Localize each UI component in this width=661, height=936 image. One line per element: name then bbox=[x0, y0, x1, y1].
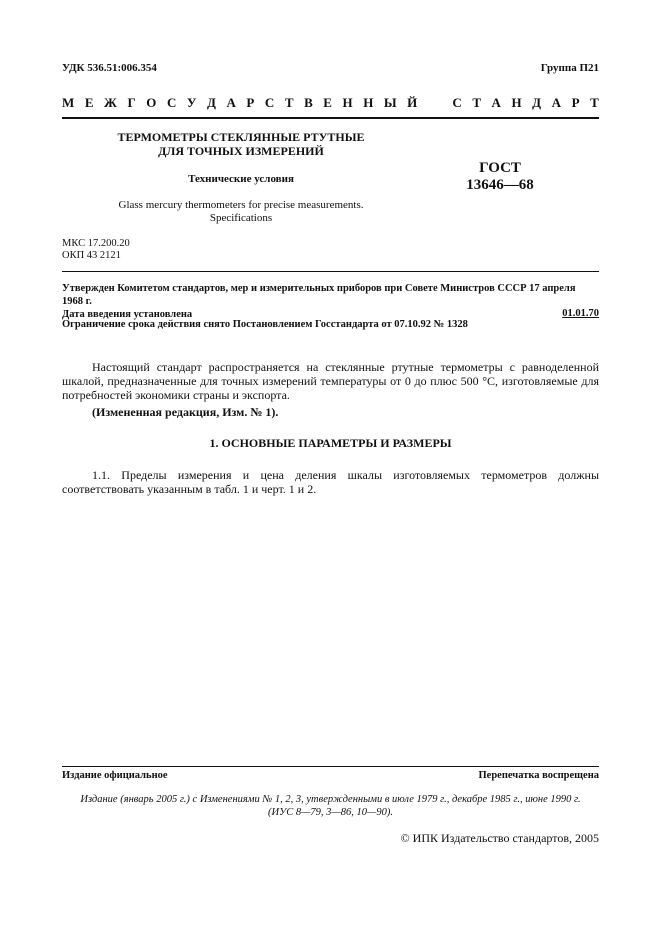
english-title-line-1: Glass mercury thermometers for precise measurements. bbox=[118, 199, 364, 211]
banner_left-letter: Е bbox=[323, 95, 332, 110]
intro-paragraph: Настоящий стандарт распространяется на стеклянные ртутные термометры с равноделенной шкалой, предназначенные для точных измерений температуры от 0 до плюс 500 °С, изготовляемые для потребностей экономики страны и экспорта. bbox=[62, 360, 599, 402]
banner_left-letter: У bbox=[186, 95, 197, 110]
section-rule bbox=[62, 271, 599, 272]
approval-block bbox=[62, 282, 599, 321]
banner_left-letter: А bbox=[226, 95, 236, 110]
banner_left-letter: С bbox=[264, 95, 275, 110]
banner_left-letter: Н bbox=[342, 95, 353, 110]
approval-text: Утвержден Комитетом стандартов, мер и измерительных приборов при Совете Министров СССР 17 апреля 1968 г. bbox=[62, 283, 576, 307]
banner_left-letter: Е bbox=[84, 95, 94, 110]
okp-code: ОКП 43 2121 bbox=[62, 250, 121, 261]
banner_left-letter: С bbox=[166, 95, 177, 110]
banner_left-letter: Н bbox=[363, 95, 374, 110]
banner_right-letter: А bbox=[551, 95, 562, 110]
banner_left-letter: Р bbox=[246, 95, 255, 110]
section-heading: 1. ОСНОВНЫЕ ПАРАМЕТРЫ И РАЗМЕРЫ bbox=[209, 436, 452, 450]
banner-gap bbox=[428, 95, 442, 111]
interstate-standard-banner bbox=[62, 95, 599, 111]
footer-rule bbox=[62, 766, 599, 767]
edition-note bbox=[62, 793, 599, 819]
header-rule bbox=[62, 117, 599, 119]
banner_right-letter: Т bbox=[472, 95, 481, 110]
restriction-note: Ограничение срока действия снято Постановлением Госстандарта от 07.10.92 № 1328 bbox=[62, 319, 468, 330]
effective-date: 01.01.70 bbox=[562, 308, 599, 319]
banner_left-letter: М bbox=[62, 95, 75, 110]
document-title bbox=[62, 130, 420, 158]
gost-label: ГОСТ bbox=[479, 160, 521, 176]
banner_left-letter: Т bbox=[284, 95, 294, 110]
udk-code: УДК 536.51:006.354 bbox=[62, 62, 157, 74]
classification-codes bbox=[62, 238, 130, 262]
date-label: Дата введения установлена bbox=[62, 309, 193, 320]
banner_right-letter: Н bbox=[511, 95, 522, 110]
clause-1-1: 1.1. Пределы измерения и цена деления шкалы изготовляемых термометров должны соответствовать указанным в табл. 1 и черт. 1 и 2. bbox=[62, 468, 599, 496]
gost-designation bbox=[420, 160, 580, 194]
reprint-notice: Перепечатка воспрещена bbox=[478, 770, 599, 781]
official-edition: Издание официальное bbox=[62, 770, 168, 781]
title-line-2: ДЛЯ ТОЧНЫХ ИЗМЕРЕНИЙ bbox=[158, 144, 324, 158]
banner_left-letter: Й bbox=[407, 95, 418, 110]
banner_left-letter: В bbox=[304, 95, 313, 110]
english-title bbox=[62, 199, 420, 225]
banner_right-letter: Т bbox=[590, 95, 599, 110]
gost-number: 13646—68 bbox=[466, 177, 534, 193]
edition-note-line-1: Издание (январь 2005 г.) с Изменениями № 1, 2, 3, утвержденными в июле 1979 г., декабре 1985 г., июне 1990 г. bbox=[80, 794, 581, 805]
document-subtitle: Технические условия bbox=[188, 173, 294, 185]
title-line-1: ТЕРМОМЕТРЫ СТЕКЛЯННЫЕ РТУТНЫЕ bbox=[117, 130, 365, 144]
mks-code: МКС 17.200.20 bbox=[62, 238, 130, 249]
banner_left-letter: Ы bbox=[383, 95, 397, 110]
banner_right-letter: Р bbox=[571, 95, 580, 110]
banner_left-letter: Г bbox=[127, 95, 136, 110]
banner_right-letter: С bbox=[452, 95, 462, 110]
copyright: © ИПК Издательство стандартов, 2005 bbox=[400, 831, 599, 845]
banner_left-letter: О bbox=[146, 95, 157, 110]
banner_left-letter: Ж bbox=[104, 95, 117, 110]
group-code: Группа П21 bbox=[540, 62, 599, 74]
banner_right-letter: А bbox=[491, 95, 501, 110]
banner_left-letter: Д bbox=[206, 95, 216, 110]
banner_right-letter: Д bbox=[532, 95, 542, 110]
edition-note-line-2: (ИУС 8—79, 3—86, 10—90). bbox=[268, 807, 393, 818]
amendment-note: (Измененная редакция, Изм. № 1). bbox=[92, 405, 279, 419]
english-title-line-2: Specifications bbox=[209, 212, 273, 224]
